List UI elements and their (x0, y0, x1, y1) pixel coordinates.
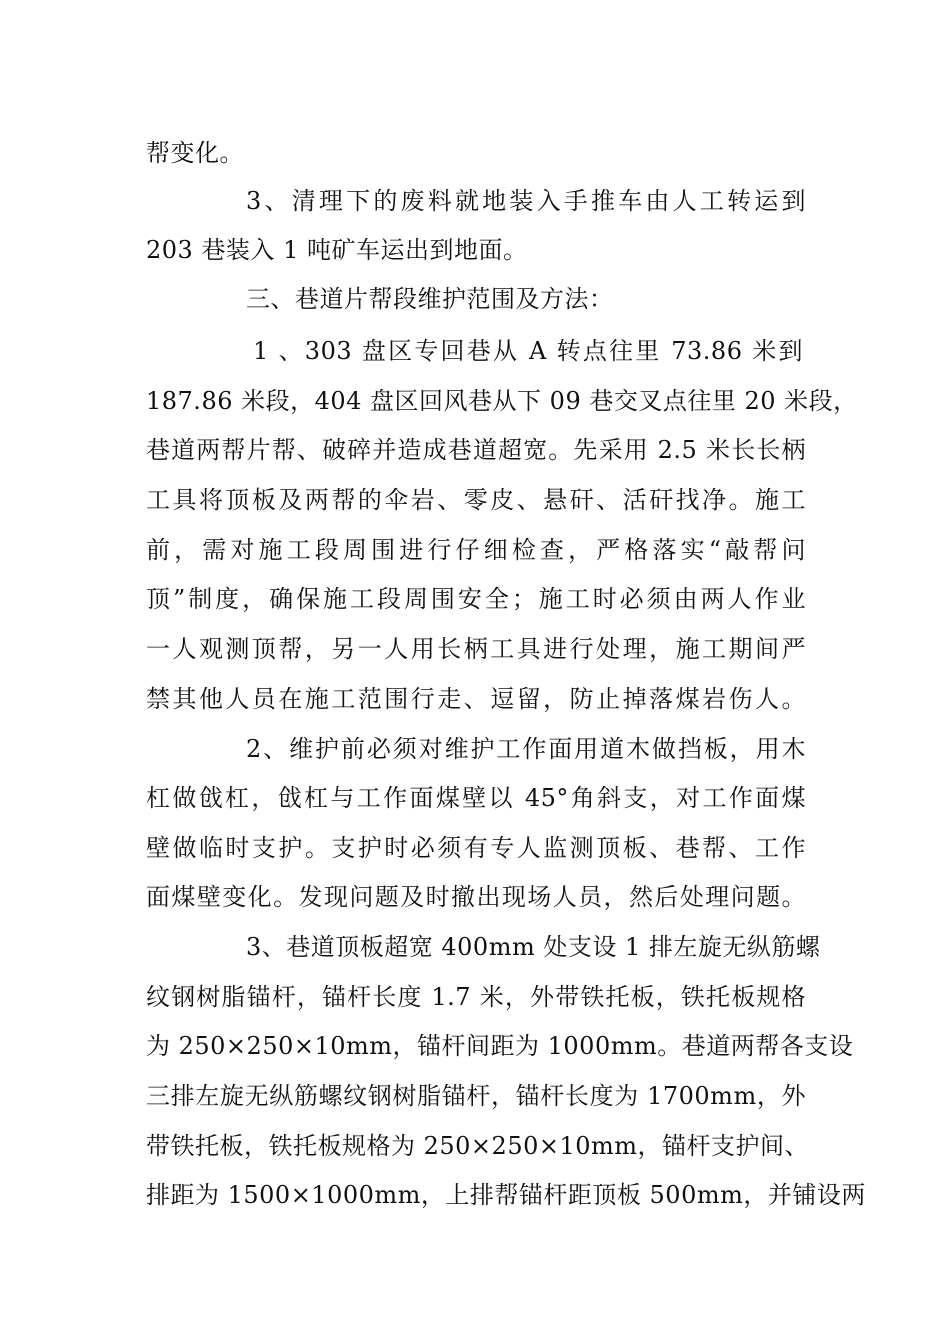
text-line-16: 面煤壁变化。发现问题及时撤出现场人员，然后处理问题。 (146, 883, 806, 911)
text-line-7: 巷道两帮片帮、破碎并造成巷道超宽。先采用 2.5 米长长柄 (146, 436, 806, 464)
text-line-2: 3、清理下的废料就地装入手推车由人工转运到 (246, 187, 806, 215)
text-line-17: 3、巷道顶板超宽 400mm 处支设 1 排左旋无纵筋螺 (246, 933, 821, 961)
text-line-22: 排距为 1500×1000mm，上排帮锚杆距顶板 500mm，并铺设两 (146, 1181, 866, 1209)
text-line-18: 纹钢树脂锚杆，锚杆长度 1.7 米，外带铁托板，铁托板规格 (146, 983, 806, 1011)
text-line-6: 187.86 米段，404 盘区回风巷从下 09 巷交叉点往里 20 米段， (146, 387, 858, 415)
text-line-21: 带铁托板，铁托板规格为 250×250×10mm，锚杆支护间、 (146, 1132, 810, 1160)
text-line-3: 203 巷装入 1 吨矿车运出到地面。 (146, 236, 528, 264)
text-line-20: 三排左旋无纵筋螺纹钢树脂锚杆，锚杆长度为 1700mm，外 (146, 1082, 806, 1110)
text-line-11: 一人观测顶帮，另一人用长柄工具进行处理，施工期间严 (146, 635, 806, 663)
text-line-13: 2、维护前必须对维护工作面用道木做挡板，用木 (246, 735, 806, 763)
text-line-10: 顶”制度，确保施工段周围安全；施工时必须由两人作业 (146, 585, 806, 613)
text-line-14: 杠做戗杠，戗杠与工作面煤壁以 45°角斜支，对工作面煤 (146, 784, 806, 812)
text-line-15: 壁做临时支护。支护时必须有专人监测顶板、巷帮、工作 (146, 834, 806, 862)
section-heading: 三、巷道片帮段维护范围及方法： (246, 285, 614, 313)
text-line-5: 1 、303 盘区专回巷从 A 转点往里 73.86 米到 (253, 337, 803, 365)
text-line-19: 为 250×250×10mm，锚杆间距为 1000mm。巷道两帮各支设 (146, 1032, 854, 1060)
text-line-8: 工具将顶板及两帮的伞岩、零皮、悬矸、活矸找净。施工 (146, 486, 806, 514)
text-line-12: 禁其他人员在施工范围行走、逗留，防止掉落煤岩伤人。 (146, 685, 806, 713)
text-line-1: 帮变化。 (146, 139, 244, 167)
text-line-9: 前，需对施工段周围进行仔细检查，严格落实“敲帮问 (146, 536, 806, 564)
